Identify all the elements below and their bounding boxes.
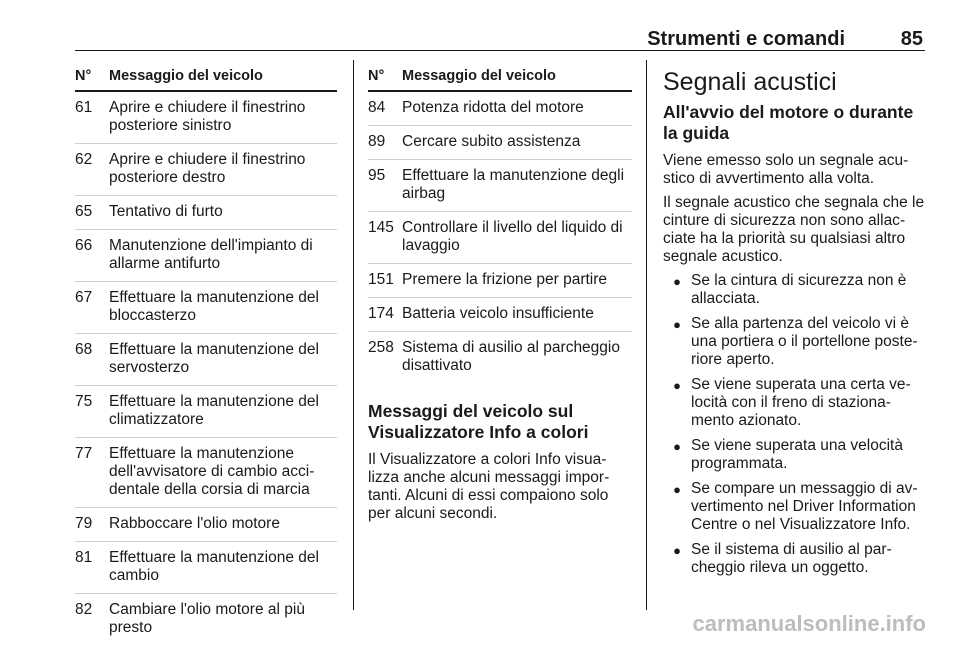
message-number: 61 — [75, 99, 93, 116]
acoustic-title: Segnali acustici — [663, 68, 837, 96]
message-number: 174 — [368, 305, 394, 322]
bullet-text: Se il sistema di ausilio al parcheggio rileva un oggetto. — [691, 541, 892, 576]
message-number: 77 — [75, 445, 93, 462]
table-row — [75, 542, 337, 594]
table-row — [75, 386, 337, 438]
message-text: Tentativo di furto — [109, 203, 223, 220]
table-row — [75, 508, 337, 542]
bullet-item — [663, 480, 927, 534]
message-number: 65 — [75, 203, 93, 220]
bullet-item — [663, 437, 927, 473]
bullet-dot-icon: ● — [673, 378, 681, 393]
acoustic-paragraph: Il segnale acustico che segnala che le cinture di sicurezza non sono allacciate ha la priorità su qualsiasi altro segnale acustico. — [663, 194, 925, 265]
message-text: Sistema di ausilio al parcheggio disattivato — [402, 339, 620, 374]
message-number: 89 — [368, 133, 386, 150]
message-text: Effettuare la manutenzione del climatizzatore — [109, 393, 319, 428]
message-number: 79 — [75, 515, 93, 532]
message-number: 66 — [75, 237, 93, 254]
message-text: Effettuare la manutenzione del bloccasterzo — [109, 289, 319, 324]
table-header — [75, 66, 337, 92]
column-header-message: Messaggio del veicolo — [109, 68, 263, 84]
color-info-heading: Messaggi del veicolo sul Visualizzatore Info a colori — [368, 401, 589, 442]
message-text: Potenza ridotta del motore — [402, 99, 584, 116]
bullet-text: Se la cintura di sicurezza non è allacciata. — [691, 272, 907, 307]
vehicle-messages-table-left — [75, 66, 337, 645]
message-number: 81 — [75, 549, 93, 566]
bullet-dot-icon: ● — [673, 543, 681, 558]
table-row — [368, 332, 632, 383]
table-row — [368, 264, 632, 298]
page-header — [75, 26, 925, 51]
message-text: Batteria veicolo insufficiente — [402, 305, 594, 322]
message-number: 75 — [75, 393, 93, 410]
table-row — [368, 298, 632, 332]
table-row — [75, 438, 337, 508]
table-row — [75, 334, 337, 386]
middle-column — [368, 66, 632, 529]
message-number: 68 — [75, 341, 93, 358]
column-header-number: N° — [75, 68, 92, 84]
message-text: Effettuare la manutenzione del cambio — [109, 549, 319, 584]
table-row — [75, 92, 337, 144]
color-info-text: Il Visualizzatore a colori Info visualizza anche alcuni messaggi importanti. Alcuni di essi compaiono solo per alcuni secondi. — [368, 451, 610, 522]
message-text: Aprire e chiudere il finestrino posteriore sinistro — [109, 99, 306, 134]
bullet-text: Se alla partenza del veicolo vi è una portiera o il portellone posteriore aperto. — [691, 315, 918, 368]
page-number: 85 — [900, 28, 923, 50]
table-row — [75, 144, 337, 196]
column-header-message: Messaggio del veicolo — [402, 68, 556, 84]
message-text: Controllare il livello del liquido di lavaggio — [402, 219, 623, 254]
column-divider — [646, 60, 647, 610]
bullet-dot-icon: ● — [673, 439, 681, 454]
bullet-item — [663, 272, 927, 308]
message-number: 151 — [368, 271, 394, 288]
column-header-number: N° — [368, 68, 385, 84]
table-row — [368, 160, 632, 212]
message-text: Effettuare la manutenzione dell'avvisatore di cambio accidentale della corsia di marcia — [109, 445, 315, 498]
message-text: Cambiare l'olio motore al più presto — [109, 601, 305, 636]
table-row — [75, 594, 337, 645]
message-text: Aprire e chiudere il finestrino posteriore destro — [109, 151, 306, 186]
table-body — [75, 92, 337, 645]
table-body — [368, 92, 632, 383]
message-text: Effettuare la manutenzione degli airbag — [402, 167, 625, 202]
bullet-text: Se viene superata una certa velocità con il freno di stazionamento azionato. — [691, 376, 911, 429]
bullet-dot-icon: ● — [673, 482, 681, 497]
table-row — [75, 196, 337, 230]
message-text: Rabboccare l'olio motore — [109, 515, 280, 532]
watermark: carmanualsonline.info — [692, 611, 926, 636]
table-header — [368, 66, 632, 92]
message-text: Cercare subito assistenza — [402, 133, 581, 150]
message-number: 95 — [368, 167, 386, 184]
table-row — [368, 92, 632, 126]
message-number: 62 — [75, 151, 93, 168]
bullet-text: Se viene superata una velocità programmata. — [691, 437, 903, 472]
bullet-item — [663, 376, 927, 430]
message-text: Premere la frizione per partire — [402, 271, 608, 288]
acoustic-paragraph: Viene emesso solo un segnale acustico di avvertimento alla volta. — [663, 152, 909, 187]
message-number: 258 — [368, 339, 394, 356]
message-number: 145 — [368, 219, 394, 236]
message-number: 82 — [75, 601, 93, 618]
message-number: 84 — [368, 99, 386, 116]
table-row — [368, 212, 632, 264]
message-number: 67 — [75, 289, 93, 306]
column-divider — [353, 60, 354, 610]
section-title: Strumenti e comandi — [647, 28, 845, 50]
message-text: Effettuare la manutenzione del servosterzo — [109, 341, 319, 376]
table-row — [368, 126, 632, 160]
bullet-dot-icon: ● — [673, 317, 681, 332]
acoustic-subtitle: All'avvio del motore o durante la guida — [663, 102, 914, 143]
bullet-text: Se compare un messaggio di avvertimento nel Driver Information Centre o nel Visualizzatore Info. — [691, 480, 918, 533]
bullet-item — [663, 541, 927, 577]
table-row — [75, 230, 337, 282]
table-row — [75, 282, 337, 334]
bullet-dot-icon: ● — [673, 274, 681, 289]
message-text: Manutenzione dell'impianto di allarme antifurto — [109, 237, 313, 272]
acoustic-signals-section — [663, 66, 927, 584]
bullet-item — [663, 315, 927, 369]
acoustic-bullet-list — [663, 272, 927, 577]
